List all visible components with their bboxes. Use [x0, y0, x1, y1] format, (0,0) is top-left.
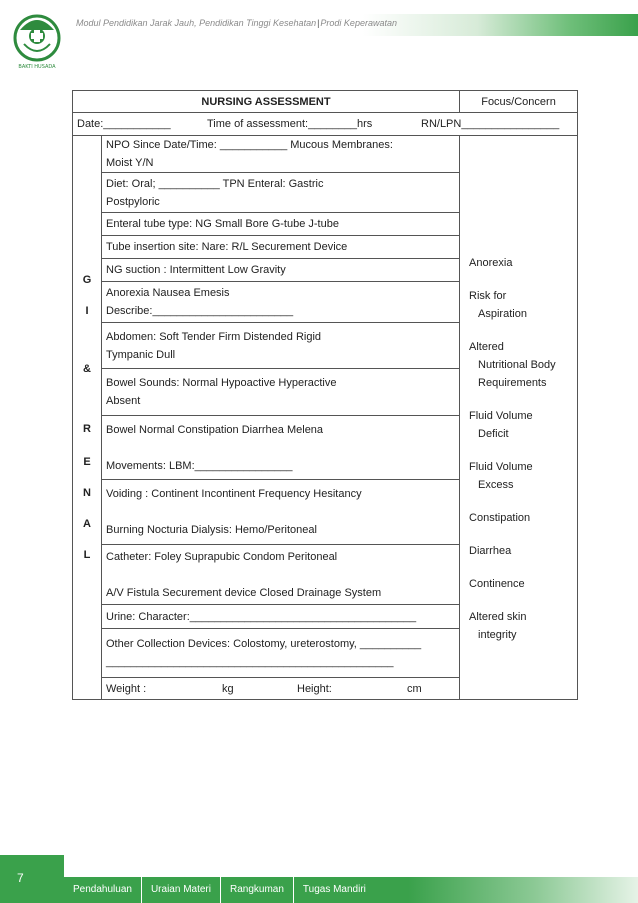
row-line: Moist Y/N — [106, 157, 154, 169]
enteral-tube-row: Enteral tube type: NG Small Bore G-tube J-tube — [102, 213, 460, 236]
nav-rangkuman[interactable]: Rangkuman — [221, 877, 294, 903]
row-line: Abdomen: Soft Tender Firm Distended Rigid — [106, 330, 322, 343]
focus-concern-list — [460, 136, 578, 700]
nav-tugas-mandiri[interactable]: Tugas Mandiri — [302, 884, 366, 895]
height-label: Height: — [297, 682, 332, 695]
side-letter: I — [85, 304, 89, 317]
nursing-assessment-table — [72, 90, 578, 700]
row-line: NPO Since Date/Time: ___________ Mucous Membranes: — [106, 139, 393, 151]
row-line: Movements: LBM:________________ — [106, 459, 293, 472]
urine-row: Urine: Character:_____________________________________ — [102, 605, 460, 629]
height-unit: cm — [407, 682, 422, 695]
row-line: A/V Fistula Securement device Closed Drainage System — [106, 586, 382, 599]
focus-item-fluid-deficit: Fluid Volume Deficit — [469, 410, 533, 440]
date-field: Date:___________ — [77, 118, 171, 130]
focus-item-anorexia: Anorexia — [469, 257, 513, 269]
side-letter: N — [83, 486, 91, 499]
row-line: Absent — [106, 395, 141, 407]
side-letter: A — [83, 517, 91, 530]
focus-item-diarrhea: Diarrhea — [469, 545, 512, 557]
weight-height-row — [102, 678, 460, 700]
row-line: Burning Nocturia Dialysis: Hemo/Peritoneal — [106, 524, 317, 536]
weight-label: Weight : — [106, 682, 147, 695]
row-line: Catheter: Foley Suprapubic Condom Peritoneal — [106, 550, 338, 563]
focus-item-altered-nutrition: Altered Nutritional Body Requirements — [469, 341, 556, 389]
side-letter: & — [83, 362, 91, 375]
module-title: Modul Pendidikan Jarak Jauh, Pendidikan Tinggi Kesehatan — [76, 18, 317, 28]
tube-insertion-row: Tube insertion site: Nare: R/L Securement Device — [102, 236, 460, 259]
time-field: Time of assessment:________hrs — [207, 118, 373, 130]
nav-uraian-materi[interactable]: Uraian Materi — [142, 877, 221, 903]
nav-pendahuluan[interactable]: Pendahuluan — [64, 877, 142, 903]
row-line: Postpyloric — [106, 195, 160, 208]
row-line: Voiding : Continent Incontinent Frequency Hesitancy — [106, 488, 362, 500]
npo-row — [102, 136, 460, 173]
row-line: Other Collection Devices: Colostomy, ureterostomy, __________ — [106, 638, 422, 650]
diet-row — [102, 173, 460, 213]
bowel-movements-row — [102, 416, 460, 480]
ng-suction-row: NG suction : Intermittent Low Gravity — [102, 259, 460, 282]
header-separator: | — [317, 18, 320, 28]
other-collection-row — [102, 629, 460, 678]
focus-item-altered-skin: Altered skin integrity — [469, 611, 527, 641]
bowel-sounds-row — [102, 369, 460, 416]
svg-text:BAKTI HUSADA: BAKTI HUSADA — [18, 64, 56, 70]
header-text — [76, 18, 397, 28]
weight-unit: kg — [222, 682, 234, 695]
row-line: _______________________________________________ — [106, 656, 394, 668]
side-letter: G — [82, 273, 92, 286]
focus-item-risk-aspiration: Risk for Aspiration — [469, 290, 527, 320]
anorexia-row — [102, 282, 460, 323]
gi-renal-side-label — [73, 136, 102, 700]
rn-field: RN/LPN________________ — [421, 118, 560, 130]
footer-nav — [64, 877, 375, 903]
row-line: Anorexia Nausea Emesis — [106, 287, 230, 299]
side-letter: E — [83, 455, 91, 468]
date-row — [73, 113, 578, 136]
row-line: Tympanic Dull — [106, 348, 176, 361]
table-title: NURSING ASSESSMENT — [73, 91, 460, 113]
voiding-row — [102, 480, 460, 545]
side-letter: L — [83, 548, 91, 561]
row-line: Describe:_______________________ — [106, 305, 294, 317]
row-line: Bowel Sounds: Normal Hypoactive Hyperactive — [106, 377, 337, 389]
side-letter: R — [83, 422, 91, 435]
page-number: 7 — [17, 871, 24, 885]
program-name: Prodi Keperawatan — [320, 18, 397, 28]
bakti-husada-logo — [12, 8, 62, 74]
page-number-box — [0, 855, 64, 903]
focus-item-continence: Continence — [469, 578, 525, 590]
focus-header: Focus/Concern — [460, 91, 578, 113]
abdomen-row — [102, 323, 460, 369]
focus-item-constipation: Constipation — [469, 512, 531, 524]
row-line: Diet: Oral; __________ TPN Enteral: Gastric — [106, 177, 324, 190]
catheter-row — [102, 545, 460, 605]
row-line: Bowel Normal Constipation Diarrhea Melena — [106, 423, 324, 436]
focus-item-fluid-excess: Fluid Volume Excess — [469, 461, 533, 491]
